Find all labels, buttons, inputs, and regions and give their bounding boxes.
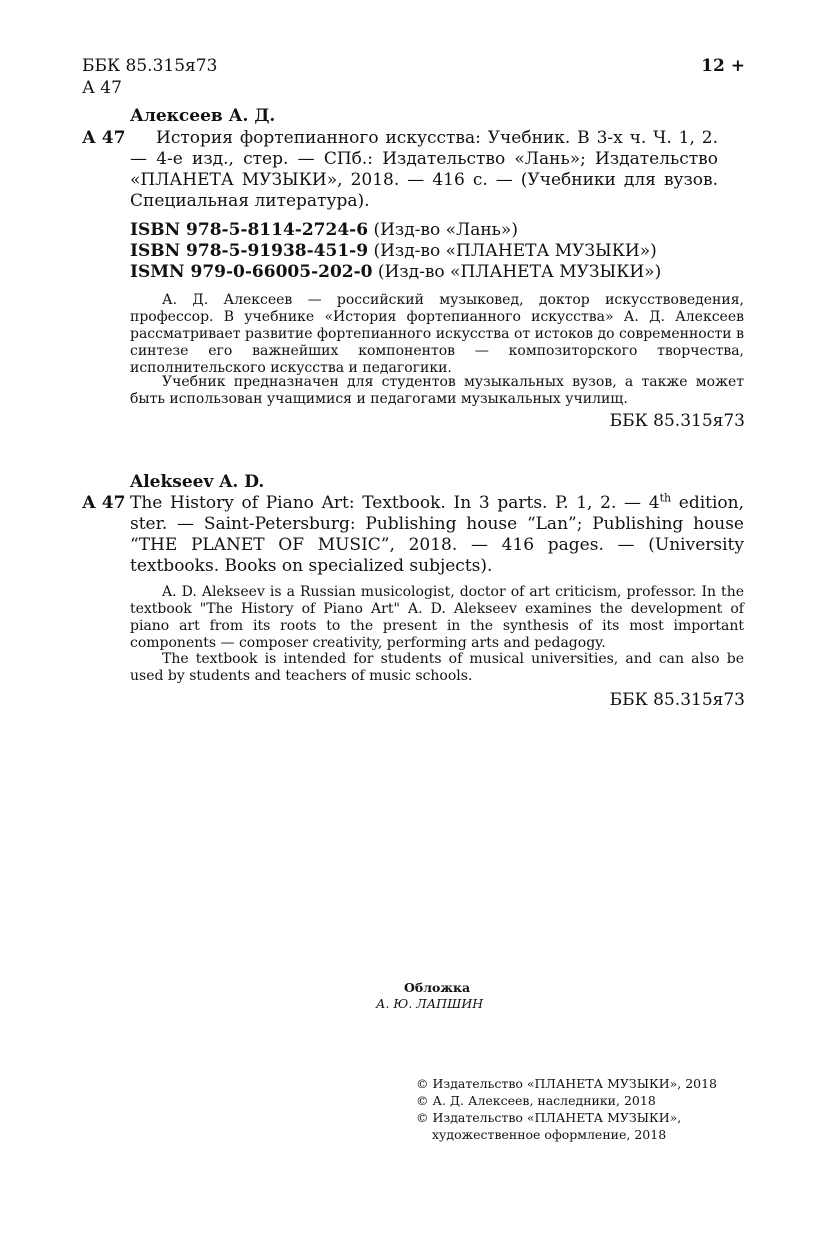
en-abstract-1: A. D. Alekseev is a Russian musicologist, doctor of art criticism, professor. In the textbook "The History of Piano Art" A. D. Alekseev examines the development of piano art from its roots to the present in the synthesis of its most important components — composer creativity, performing arts and pedagogy. — [130, 584, 744, 651]
ru-bbk: ББК 85.315я73 — [609, 411, 745, 431]
en-biblio-start: The History of Piano Art: Textbook. In 3 parts. P. 1, 2. — 4 — [130, 493, 660, 513]
cover-label: Обложка — [404, 980, 471, 995]
cover-artist: А. Ю. ЛАПШИН — [376, 996, 484, 1011]
ru-abstract-2: Учебник предназначен для студентов музыкальных вузов, а также может быть использован учащимися и педагогами музыкальных училищ. — [130, 374, 744, 407]
en-bbk: ББК 85.315я73 — [609, 690, 745, 710]
copyright-line-1: © Издательство «ПЛАНЕТА МУЗЫКИ», 2018 — [416, 1076, 718, 1091]
ru-abstract-1: А. Д. Алексеев — российский музыковед, доктор искусствоведения, профессор. В учебнике «История фортепианного искусства» А. Д. Алексеев рассматривает развитие фортепианного искусства от истоков до современности в синтезе его важнейших компонентов — композиторского творчества, исполнительского искусства и педагогики. — [130, 292, 744, 376]
ru-code: А 47 — [82, 128, 126, 148]
isbn-number: ISBN 978-5-8114-2724-6 — [130, 220, 369, 240]
ru-isbn-1 — [130, 220, 518, 241]
isbn-publisher: (Изд-во «ПЛАНЕТА МУЗЫКИ») — [368, 241, 657, 261]
ru-ismn — [130, 262, 661, 283]
ru-isbn-2 — [130, 241, 657, 262]
isbn-number: ISMN 979-0-66005-202-0 — [130, 262, 373, 282]
en-abstract-2: The textbook is intended for students of musical universities, and can also be used by students and teachers of music schools. — [130, 651, 744, 684]
en-biblio-end: edition, ster. — Saint-Petersburg: Publishing house “Lan”; Publishing house “THE PLANET OF MUSIC”, 2018. — 416 pages. — (University textbooks. Books on specialized subjects). — [130, 493, 745, 576]
age-rating: 12 + — [701, 56, 745, 76]
en-code: А 47 — [82, 493, 126, 513]
ru-biblio: История фортепианного искусства: Учебник. В 3-х ч. Ч. 1, 2. — 4-е изд., стер. — СПб.: Издательство «Лань»; Издательство «ПЛАНЕТА МУЗЫКИ», 2018. — 416 с. — (Учебники для вузов. Специальная литература). — [130, 128, 718, 211]
copyright-line-3: © Издательство «ПЛАНЕТА МУЗЫКИ», — [416, 1110, 682, 1125]
top-author-code: А 47 — [82, 78, 122, 98]
isbn-publisher: (Изд-во «Лань») — [368, 220, 518, 240]
ru-author: Алексеев А. Д. — [130, 106, 276, 126]
en-biblio-sup: th — [659, 491, 672, 505]
top-bbk: ББК 85.315я73 — [82, 56, 218, 76]
copyright-line-2: © А. Д. Алексеев, наследники, 2018 — [416, 1093, 656, 1108]
copyright-line-4: художественное оформление, 2018 — [432, 1127, 667, 1142]
en-author: Alekseev A. D. — [130, 472, 265, 492]
isbn-number: ISBN 978-5-91938-451-9 — [130, 241, 369, 261]
en-biblio — [104, 493, 744, 577]
isbn-publisher: (Изд-во «ПЛАНЕТА МУЗЫКИ») — [372, 262, 662, 282]
